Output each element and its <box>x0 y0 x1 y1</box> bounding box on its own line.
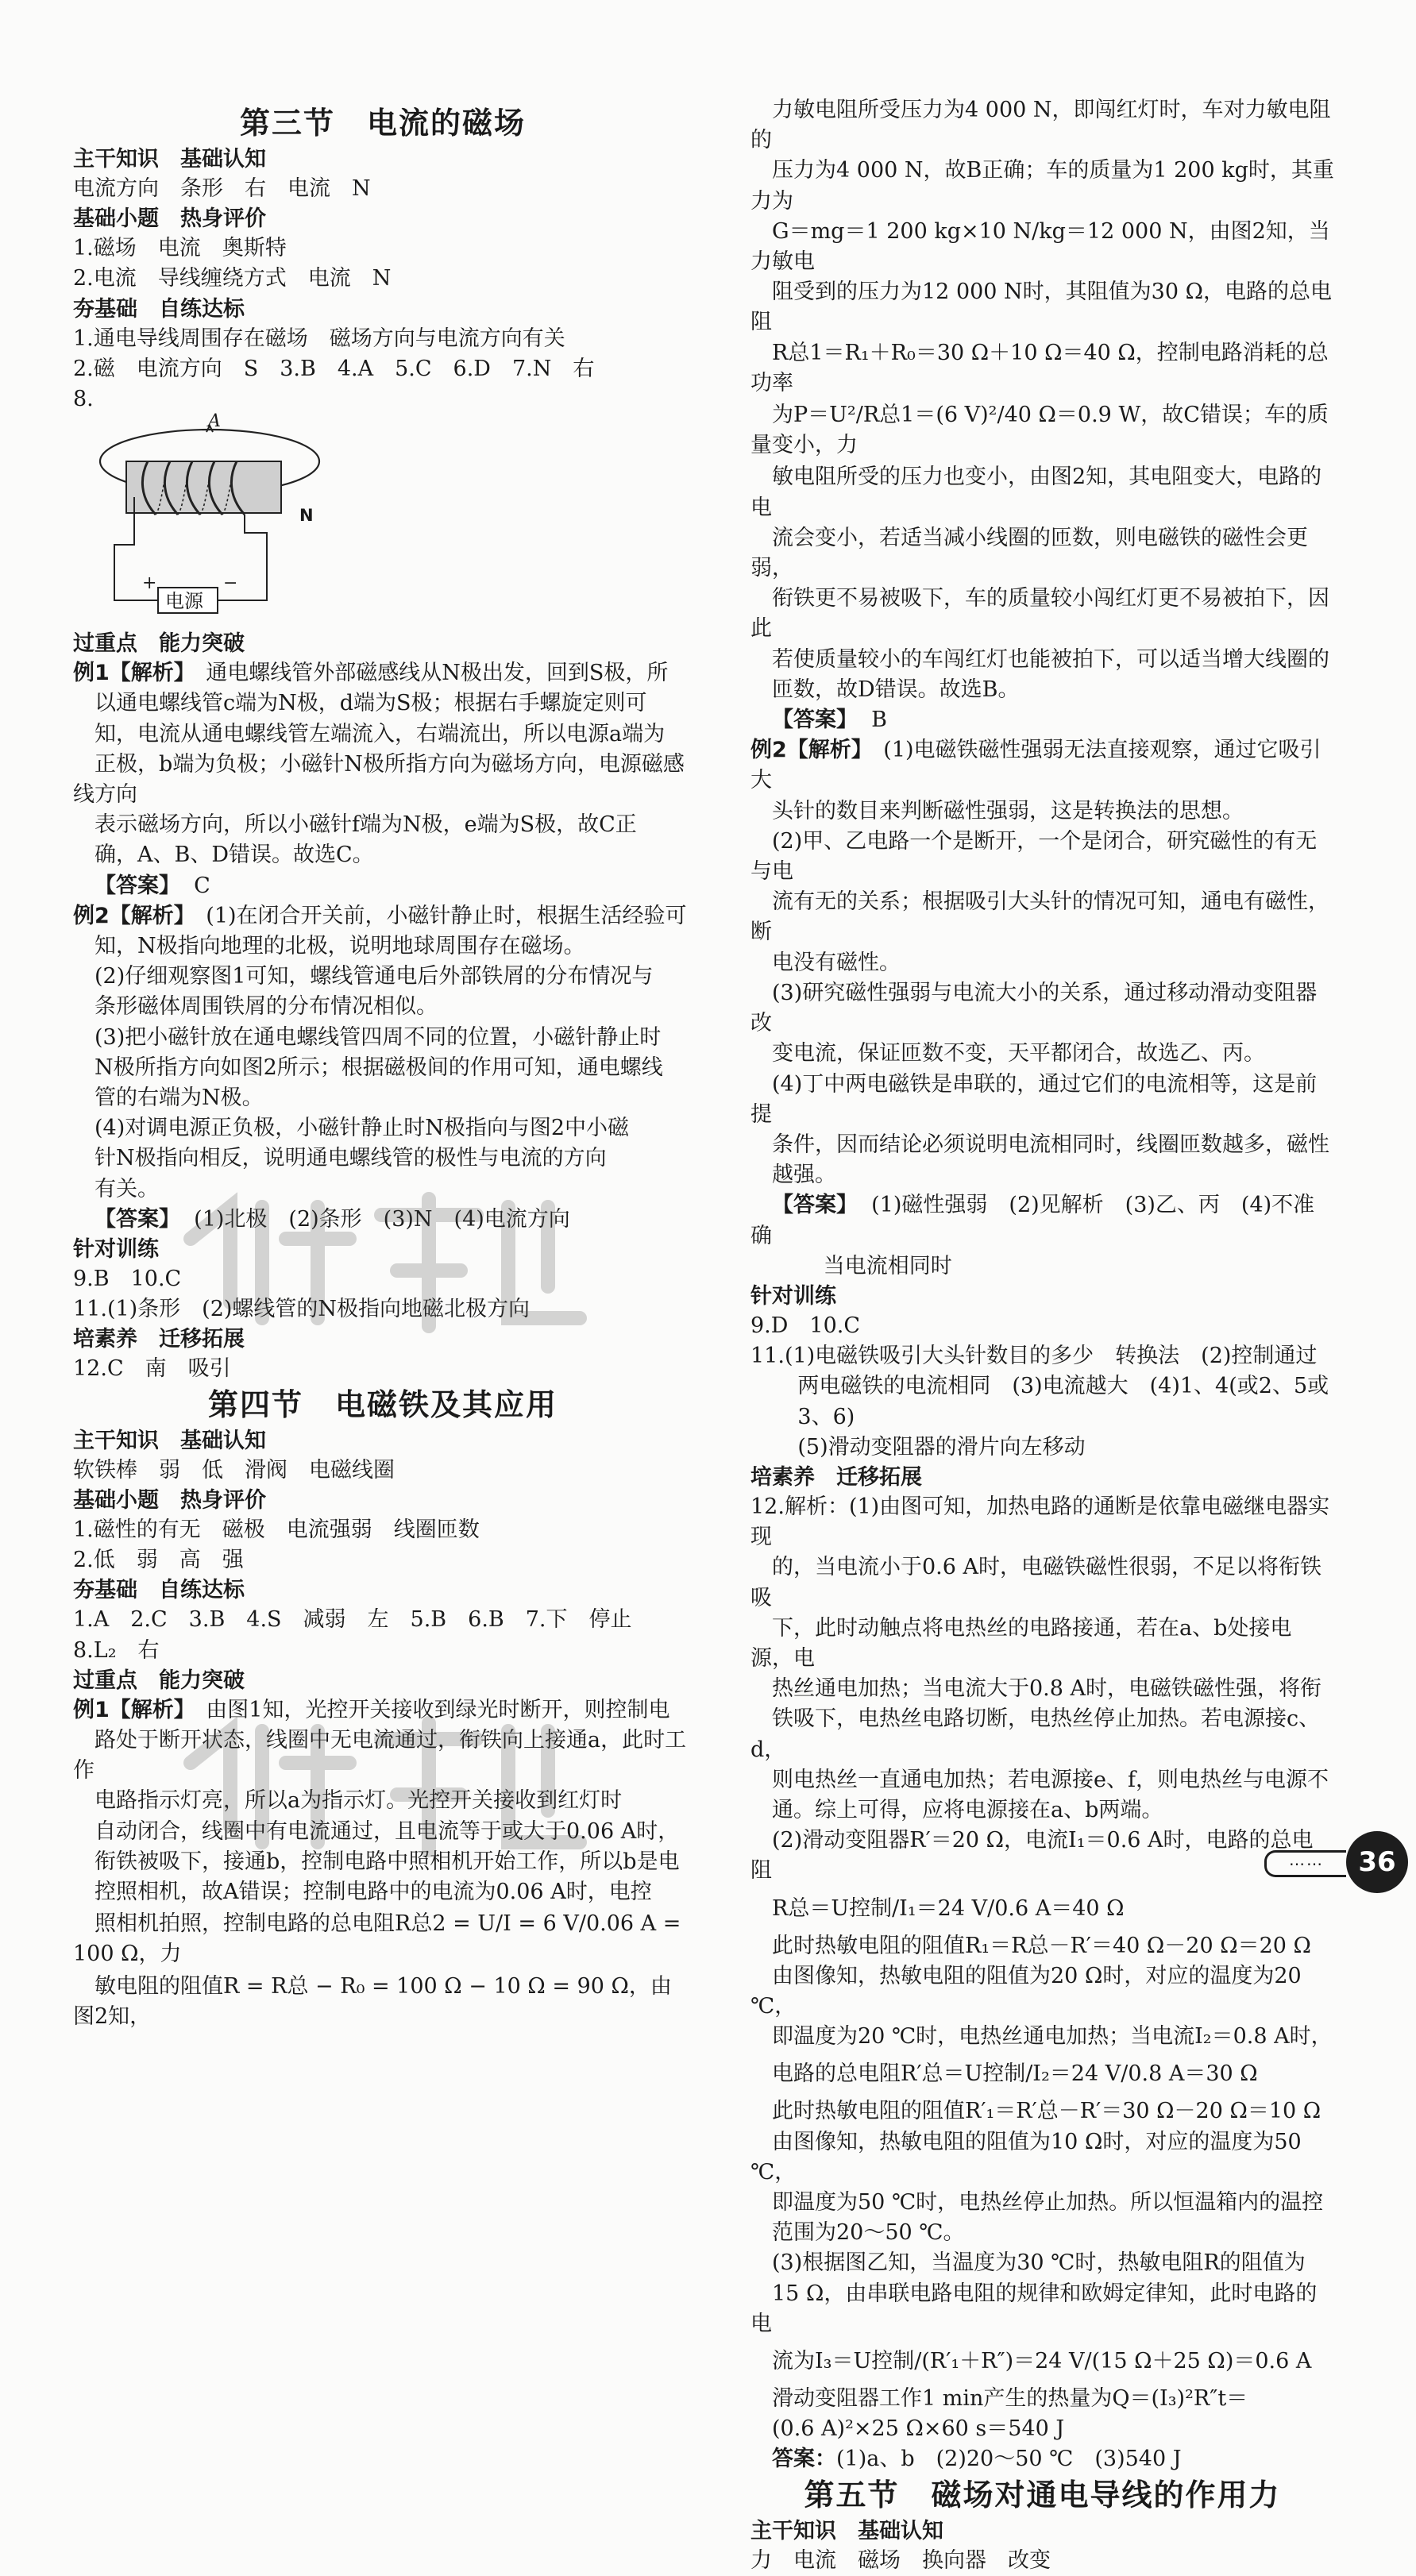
s4-jichu-heading: 基础小题 热身评价 <box>73 1487 266 1513</box>
s3-li1-answer: 【答案】 C <box>95 873 210 898</box>
s3-zhen-heading: 针对训练 <box>73 1237 159 1263</box>
right-column: 力敏电阻所受压力为4 000 N，即闯红灯时，车对力敏电阻的 压力为4 000 N，故B正确；车的质量为1 200 kg时，其重力为 G＝mg＝1 200 kg×10 N/kg＝12 000 N，由图2知，当力敏电 阻受到的压力为12 000 N时，其阻值为30 Ω，电路的总电阻 R总1＝R₁＋R₀＝30 Ω＋10 Ω＝40 Ω，控制电路消耗的总功率 为P＝U²/R总1＝(6 V)²/40 Ω＝0.9 W，故C错误；车的质量变小，力 敏电阻所受的压力也变小，由图2知，其电阻变大，电路的电 流会变小，若适当减小线圈的匝数，则电磁铁的磁性会更弱， 衔铁更不易被吸下，车的质量较小闯红灯更不易被拍下，因此 若使质量较小的车闯红灯也能被拍下，可以适当增大线圈的 匝数，故D错误。故选B。 【答案】 B 例2【解析】 (1)电磁铁磁性强弱无法直接观察，通过它吸引大 头针的数目来判断磁性强弱，这是转换法的思想。 (2)甲、乙电路一个是断开，一个是闭合，研究磁性的有无与电 流有无的关系；根据吸引大头针的情况可知，通电有磁性，断 电没有磁性。 (3)研究磁性强弱与电流大小的关系，通过移动滑动变阻器改 变电流，保证匝数不变，天平都闭合，故选乙、丙。 (4)丁中两电磁铁是串联的，通过它们的电流相等，这是前提 条件，因而结论必须说明电流相同时，线圈匝数越多，磁性 越强。 【答案】 (1)磁性强弱 (2)见解析 (3)乙、丙 (4)不准确 当电流相同时 针对训练 9.D 10.C 11.(1)电磁铁吸引大头针数目的多少 转换法 (2)控制通过 两电磁铁的电流相同 (3)电流越大 (4)1、4(或2、5或3、6) (5)滑动变阻器的滑片向左移动 培素养 迁移拓展 12.解析：(1)由图可知，加热电路的通断是依靠电磁继电器实现 的，当电流小于0.6 A时，电磁铁磁性很弱，不足以将衔铁吸 下，此时动触点将电热丝的电路接通，若在a、b处接电源，电 热丝通电加热；当电流大于0.8 A时，电磁铁磁性强，将衔 铁吸下，电热丝电路切断，电热丝停止加热。若电源接c、d， 则电热丝一直通电加热；若电源接e、f，则电热丝与电源不 通。综上可得，应将电源接在a、b两端。 (2)滑动变阻器R′＝20 Ω，电流I₁＝0.6 A时，电路的总电阻 R总＝U控制/I₁＝24 V/0.6 A＝40 Ω 此时热敏电阻的阻值R₁＝R总－R′＝40 Ω－20 Ω＝20 Ω 由图像知，热敏电阻的阻值为20 Ω时，对应的温度为20 ℃， 即温度为20 ℃时，电热丝通电加热；当电流I₂＝0.8 A时， 电路的总电阻R′总＝U控制/I₂＝24 V/0.8 A＝30 Ω 此时热敏电阻的阻值R′₁＝R′总－R′＝30 Ω－20 Ω＝10 Ω 由图像知，热敏电阻的阻值为10 Ω时，对应的温度为50 ℃， 即温度为50 ℃时，电热丝停止加热。所以恒温箱内的温控 范围为20～50 ℃。 (3)根据图乙知，当温度为30 ℃时，热敏电阻R的阻值为 15 Ω，由串联电路电阻的规律和欧姆定律知，此时电路的电 流为I₃＝U控制/(R′₁＋R″)＝24 V/(15 Ω＋25 Ω)＝0.6 A 滑动变阻器工作1 min产生的热量为Q＝(I₃)²R″t＝ (0.6 A)²×25 Ω×60 s＝540 J 答案：(1)a、b (2)20～50 ℃ (3)540 J 第五节 磁场对通电导线的作用力 主干知识 基础认知 力 电流 磁场 换向器 改变 <box>750 98 1334 2573</box>
s3-zhugan-heading: 主干知识 基础认知 <box>73 147 266 172</box>
section5-title: 第五节 磁场对通电导线的作用力 <box>804 2477 1281 2512</box>
s3-li2-answer: 【答案】 (1)北极 (2)条形 (3)N (4)电流方向 <box>95 1206 570 1232</box>
s3-zhugan-line: 电流方向 条形 右 电流 N <box>73 176 371 201</box>
solenoid-diagram <box>91 418 329 616</box>
r-pei-heading: 培素养 迁移拓展 <box>750 1464 922 1490</box>
s3-li1-tag: 例1【解析】 <box>73 661 185 686</box>
s3-kua-line2: 2.磁 电流方向 S 3.B 4.A 5.C 6.D 7.N 右 <box>73 356 595 381</box>
fig-label-n: N <box>299 506 314 526</box>
s3-kua-line1: 1.通电导线周围存在磁场 磁场方向与电流方向有关 <box>73 326 565 351</box>
s3-pei-heading: 培素养 迁移拓展 <box>73 1327 245 1352</box>
r-zhen-heading: 针对训练 <box>750 1283 836 1309</box>
s3-jichu-line1: 1.磁场 电流 奥斯特 <box>73 236 287 261</box>
solenoid-circuit-figure <box>91 411 321 624</box>
s4-li1-line: 例1【解析】 由图1知，光控开关接收到绿光时断开，则控制电 <box>73 1697 670 1722</box>
s3-li1-line: 例1【解析】 通电螺线管外部磁感线从N极出发，回到S极，所 <box>73 661 669 686</box>
page-number: 36 <box>1346 1831 1408 1893</box>
section3-title: 第三节 电流的磁场 <box>239 106 526 141</box>
section4-title: 第四节 电磁铁及其应用 <box>207 1386 558 1422</box>
s3-jichu-line2: 2.电流 导线缠绕方式 电流 N <box>73 266 392 291</box>
s3-kua-heading: 夯基础 自练达标 <box>73 296 245 322</box>
fig-minus: − <box>223 573 238 594</box>
r-li2-line: 例2【解析】 (1)电磁铁磁性强弱无法直接观察，通过它吸引大 <box>750 738 1321 793</box>
s5-zhugan-heading: 主干知识 基础认知 <box>750 2518 943 2543</box>
s3-li2-tag: 例2【解析】 <box>73 903 185 928</box>
s3-li2-line: 例2【解析】 (1)在闭合开关前，小磁针静止时，根据生活经验可 <box>73 903 687 928</box>
fig-plus: + <box>142 573 157 594</box>
s4-zhugan-heading: 主干知识 基础认知 <box>73 1428 266 1453</box>
fig-power-label: 电源 <box>165 590 203 613</box>
s3-kua-line3: 8. <box>73 387 94 412</box>
r-li2-answer: 【答案】 (1)磁性强弱 (2)见解析 (3)乙、丙 (4)不准确 <box>750 1193 1315 1248</box>
s3-guo-heading: 过重点 能力突破 <box>73 631 245 657</box>
r-p-answer: 答案：(1)a、b (2)20～50 ℃ (3)540 J <box>772 2447 1182 2472</box>
s4-kua-heading: 夯基础 自练达标 <box>73 1578 245 1603</box>
s3-jichu-heading: 基础小题 热身评价 <box>73 206 266 232</box>
fig-label-a: A <box>208 411 221 432</box>
left-column: 第三节 电流的磁场 主干知识 基础认知 电流方向 条形 右 电流 N 基础小题 热身评价 1.磁场 电流 奥斯特 2.电流 导线缠绕方式 电流 N 夯基础 自练达标 1.通电导线周围存在磁场 磁场方向与电流方向有关 2.磁 电流方向 S 3.B 4.A 5.C 6.D 7.N 右 8. A N + − 电源 过重点 能力突破 例1【解析】 通电螺线管外部磁感线从N极出发，回到S极，所 以通电螺线管c端为N极，d端为S极；根据右手螺旋定则可 知，电流从通电螺线管左端流入，右端流出，所以电源a端为 正极，b端为负极；小磁针N极所指方向为磁场方向，电源磁感线方向 表示磁场方向，所以小磁针f端为N极，e端为S极，故C正 确，A、B、D错误。故选C。 【答案】 C 例2【解析】 (1)在闭合开关前，小磁针静止时，根据生活经验可 知，N极指向地理的北极，说明地球周围存在磁场。 (2)仔细观察图1可知，螺线管通电后外部铁屑的分布情况与 条形磁体周围铁屑的分布情况相似。 (3)把小磁针放在通电螺线管四周不同的位置，小磁针静止时 N极所指方向如图2所示；根据磁极间的作用可知，通电螺线 管的右端为N极。 (4)对调电源正负极，小磁针静止时N极指向与图2中小磁 针N极指向相反，说明通电螺线管的极性与电流的方向 有关。 【答案】 (1)北极 (2)条形 (3)N (4)电流方向 针对训练 9.B 10.C 11.(1)条形 (2)螺线管的N极指向地磁北极方向 培素养 迁移拓展 12.C 南 吸引 第四节 电磁铁及其应用 主干知识 基础认知 软铁棒 弱 低 滑阀 电磁线圈 基础小题 热身评价 1.磁性的有无 磁极 电流强弱 线圈匝数 2.低 弱 高 强 夯基础 自练达标 1.A 2.C 3.B 4.S 减弱 左 5.B 6.B 7.下 停止 8.L₂ 右 过重点 能力突破 例1【解析】 由图1知，光控开关接收到绿光时断开，则控制电 路处于断开状态，线圈中无电流通过，衔铁向上接通a，此时工作 电路指示灯亮，所以a为指示灯。光控开关接收到红灯时 自动闭合，线圈中有电流通过，且电流等于或大于0.06 A时， 衔铁被吸下，接通b，控制电路中照相机开始工作，所以b是电 控照相机，故A错误；控制电路中的电流为0.06 A时，电控 照相机拍照，控制电路的总电阻R总2 = U/I = 6 V/0.06 A = 100 Ω，力 敏电阻的阻值R = R总 − R₀ = 100 Ω − 10 Ω = 90 Ω，由图2知， <box>73 95 693 2034</box>
s4-guo-heading: 过重点 能力突破 <box>73 1668 245 1693</box>
page-number-tab: …… <box>1264 1850 1346 1877</box>
r-answer1: 【答案】 B <box>772 708 888 733</box>
